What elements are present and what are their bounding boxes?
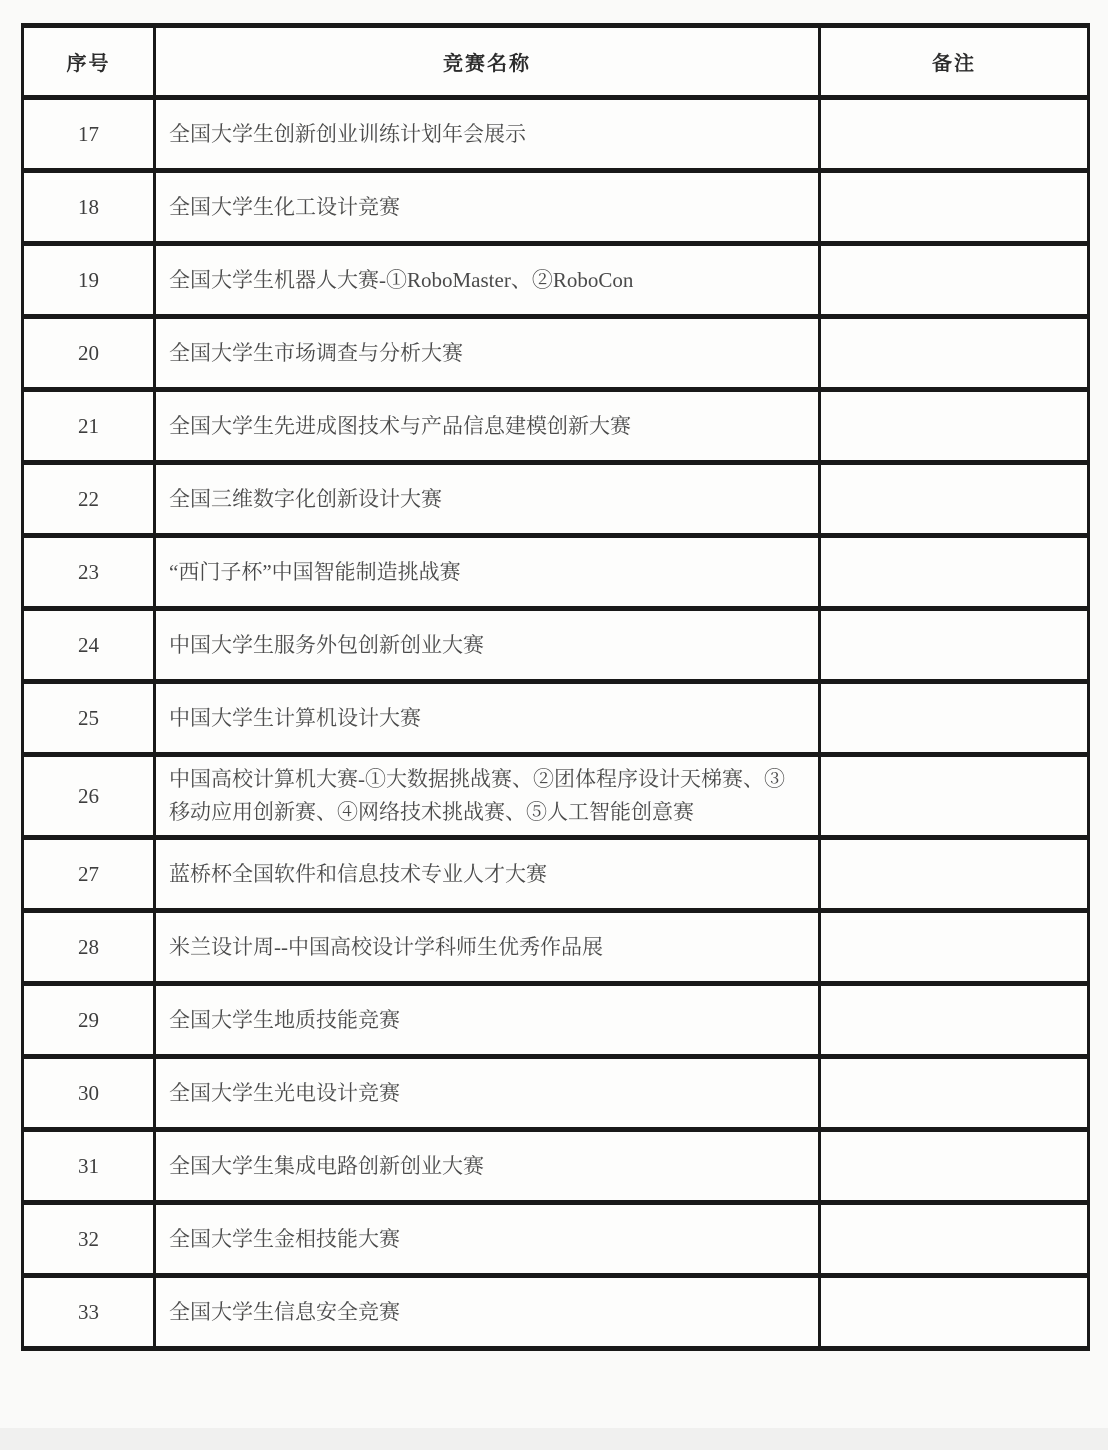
row-competition-name: 中国大学生服务外包创新创业大赛 xyxy=(155,609,820,682)
row-number: 27 xyxy=(23,838,155,911)
row-number: 28 xyxy=(23,911,155,984)
row-competition-name: 全国大学生化工设计竞赛 xyxy=(155,171,820,244)
row-competition-name: 全国三维数字化创新设计大赛 xyxy=(155,463,820,536)
row-competition-name: 米兰设计周--中国高校设计学科师生优秀作品展 xyxy=(155,911,820,984)
row-competition-name: 全国大学生机器人大赛-①RoboMaster、②RoboCon xyxy=(155,244,820,317)
row-number: 25 xyxy=(23,682,155,755)
table-row xyxy=(23,682,1089,755)
table-row xyxy=(23,536,1089,609)
row-remark xyxy=(820,1276,1089,1349)
row-number: 21 xyxy=(23,390,155,463)
table-row xyxy=(23,317,1089,390)
row-competition-name: 全国大学生集成电路创新创业大赛 xyxy=(155,1130,820,1203)
table-row xyxy=(23,244,1089,317)
table-row xyxy=(23,755,1089,838)
row-competition-name: “西门子杯”中国智能制造挑战赛 xyxy=(155,536,820,609)
header-cell-name: 竞赛名称 xyxy=(155,26,820,98)
row-competition-name: 蓝桥杯全国软件和信息技术专业人才大赛 xyxy=(155,838,820,911)
row-number: 18 xyxy=(23,171,155,244)
row-remark xyxy=(820,838,1089,911)
row-number: 33 xyxy=(23,1276,155,1349)
row-remark xyxy=(820,171,1089,244)
competition-table xyxy=(21,23,1090,1351)
row-number: 17 xyxy=(23,98,155,171)
row-competition-name: 全国大学生地质技能竞赛 xyxy=(155,984,820,1057)
row-number: 20 xyxy=(23,317,155,390)
table-row xyxy=(23,98,1089,171)
row-remark xyxy=(820,1130,1089,1203)
row-number: 19 xyxy=(23,244,155,317)
header-cell-remark: 备注 xyxy=(820,26,1089,98)
table-row xyxy=(23,463,1089,536)
row-number: 26 xyxy=(23,755,155,838)
row-competition-name: 全国大学生创新创业训练计划年会展示 xyxy=(155,98,820,171)
row-remark xyxy=(820,1057,1089,1130)
table-row xyxy=(23,1203,1089,1276)
row-remark xyxy=(820,390,1089,463)
table-row xyxy=(23,1130,1089,1203)
row-number: 23 xyxy=(23,536,155,609)
row-remark xyxy=(820,98,1089,171)
row-remark xyxy=(820,609,1089,682)
row-competition-name: 全国大学生信息安全竞赛 xyxy=(155,1276,820,1349)
row-remark xyxy=(820,911,1089,984)
row-competition-name: 全国大学生市场调查与分析大赛 xyxy=(155,317,820,390)
row-number: 22 xyxy=(23,463,155,536)
row-competition-name: 全国大学生先进成图技术与产品信息建模创新大赛 xyxy=(155,390,820,463)
row-competition-name: 中国高校计算机大赛-①大数据挑战赛、②团体程序设计天梯赛、③移动应用创新赛、④网络技术挑战赛、⑤人工智能创意赛 xyxy=(155,755,820,838)
row-remark xyxy=(820,682,1089,755)
table-body xyxy=(23,98,1089,1349)
row-remark xyxy=(820,1203,1089,1276)
row-remark xyxy=(820,536,1089,609)
table-row xyxy=(23,911,1089,984)
row-competition-name: 全国大学生光电设计竞赛 xyxy=(155,1057,820,1130)
row-number: 24 xyxy=(23,609,155,682)
row-number: 31 xyxy=(23,1130,155,1203)
table-row xyxy=(23,1057,1089,1130)
row-competition-name: 中国大学生计算机设计大赛 xyxy=(155,682,820,755)
row-remark xyxy=(820,984,1089,1057)
row-remark xyxy=(820,244,1089,317)
table-row xyxy=(23,838,1089,911)
table-row xyxy=(23,609,1089,682)
table-header-row xyxy=(23,26,1089,98)
row-remark xyxy=(820,317,1089,390)
header-cell-no: 序号 xyxy=(23,26,155,98)
table-row xyxy=(23,1276,1089,1349)
table-row xyxy=(23,390,1089,463)
row-remark xyxy=(820,463,1089,536)
row-number: 29 xyxy=(23,984,155,1057)
table-row xyxy=(23,984,1089,1057)
table-row xyxy=(23,171,1089,244)
row-competition-name: 全国大学生金相技能大赛 xyxy=(155,1203,820,1276)
row-number: 30 xyxy=(23,1057,155,1130)
row-remark xyxy=(820,755,1089,838)
row-number: 32 xyxy=(23,1203,155,1276)
